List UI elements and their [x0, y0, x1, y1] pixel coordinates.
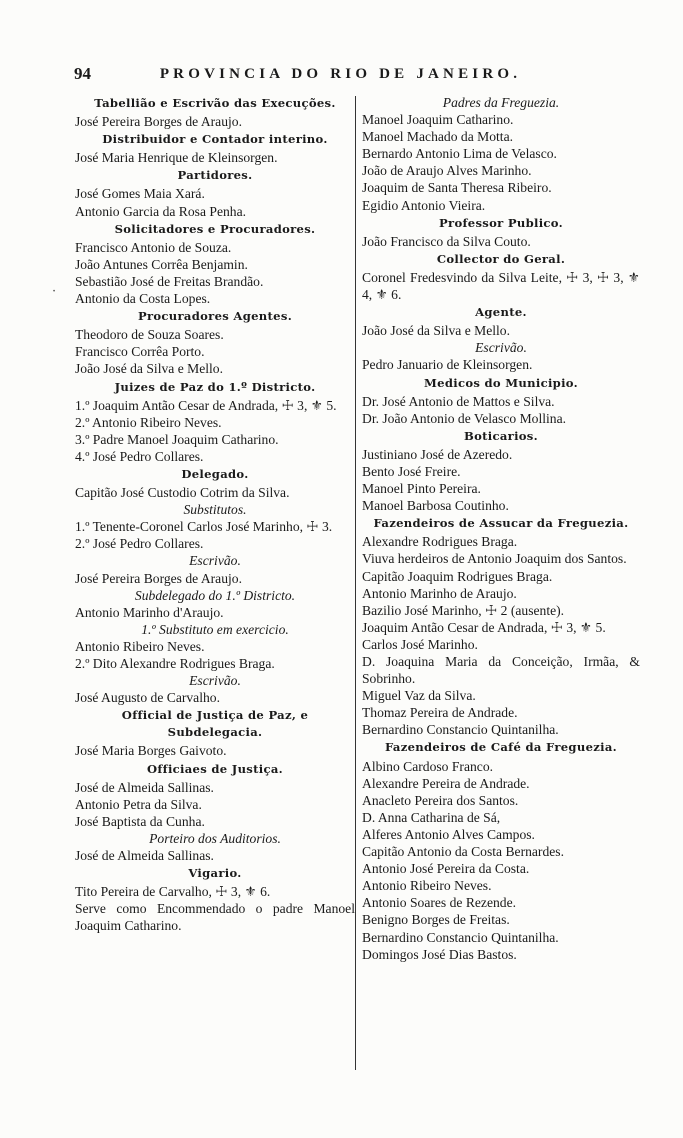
list-item: José Pereira Borges de Araujo. [75, 570, 242, 586]
list-item: José Maria Henrique de Kleinsorgen. [75, 150, 278, 166]
section-heading: Fazendeiros de Assucar da Freguezia. [373, 516, 629, 531]
list-item: Capitão José Custodio Cotrim da Silva. [75, 485, 290, 501]
subsection-heading: Substitutos. [183, 502, 247, 518]
subsection-heading: Porteiro dos Auditorios. [149, 830, 281, 846]
section-heading: Professor Publico. [439, 215, 563, 230]
list-item: Justiniano José de Azeredo. [362, 446, 513, 462]
list-item: 4.º José Pedro Collares. [75, 448, 204, 464]
list-item: Tito Pereira de Carvalho, ☩ 3, ⚜ 6. [75, 884, 271, 900]
list-item: Domingos José Dias Bastos. [362, 946, 517, 962]
running-header [74, 62, 574, 86]
list-item: João José da Silva e Mello. [362, 323, 510, 339]
subsection-heading: Escrivão. [189, 553, 241, 569]
column-divider [355, 96, 356, 1070]
section-heading: Partidores. [177, 168, 253, 183]
section-heading: Juizes de Paz do 1.º Districto. [114, 379, 316, 394]
section-heading: Official de Justiça de Paz, e Subdelegacia. [121, 708, 309, 740]
section-heading: Boticarios. [464, 428, 538, 443]
section-heading: Vigario. [188, 866, 242, 881]
subsection-heading: Escrivão. [475, 340, 527, 356]
list-item: Serve como Encommendado o padre Manoel Joaquim Catharino. [75, 901, 355, 934]
list-item: Antonio da Costa Lopes. [75, 291, 211, 307]
list-item: Joaquim de Santa Theresa Ribeiro. [362, 180, 552, 196]
list-item: João Antunes Corrêa Benjamin. [75, 256, 248, 272]
section-heading: Fazendeiros de Café da Freguezia. [385, 740, 617, 755]
list-item: Anacleto Pereira dos Santos. [362, 792, 519, 808]
list-item: 2.º José Pedro Collares. [75, 536, 204, 552]
list-item: Miguel Vaz da Silva. [362, 688, 476, 704]
list-item: 2.º Antonio Ribeiro Neves. [75, 414, 222, 430]
section-heading: Solicitadores e Procuradores. [114, 221, 316, 236]
right-column [362, 94, 640, 963]
left-column [75, 94, 355, 935]
list-item: José de Almeida Sallinas. [75, 848, 214, 864]
list-item: Bernardino Constancio Quintanilha. [362, 722, 559, 738]
print-speck: · [52, 284, 57, 299]
page-title: PROVINCIA DO RIO DE JANEIRO. [159, 65, 522, 82]
list-item: Albino Cardoso Franco. [362, 758, 494, 774]
section-heading: Procuradores Agentes. [137, 309, 293, 324]
list-item: D. Anna Catharina de Sá, [362, 809, 501, 825]
list-item: Antonio Soares de Rezende. [362, 895, 517, 911]
page-number: 94 [74, 64, 91, 83]
section-heading: Officiaes de Justiça. [146, 761, 284, 776]
list-item: 3.º Padre Manoel Joaquim Catharino. [75, 431, 279, 447]
list-item: Alexandre Rodrigues Braga. [362, 534, 518, 550]
list-item: Egidio Antonio Vieira. [362, 197, 486, 213]
subsection-heading: 1.º Substituto em exercicio. [141, 621, 289, 637]
list-item: Alferes Antonio Alves Campos. [362, 826, 535, 842]
subsection-heading: Padres da Freguezia. [442, 95, 560, 110]
list-item: Antonio Garcia da Rosa Penha. [75, 203, 247, 219]
list-item: Antonio Ribeiro Neves. [75, 638, 205, 654]
list-item: Bernardo Antonio Lima de Velasco. [362, 146, 557, 162]
list-item: 1.º Tenente-Coronel Carlos José Marinho, ☩ 3. [75, 519, 333, 535]
list-item: Bazilio José Marinho, ☩ 2 (ausente). [362, 602, 565, 618]
list-item: Theodoro de Souza Soares. [75, 327, 224, 343]
list-item: Benigno Borges de Freitas. [362, 912, 510, 928]
list-item: Capitão Antonio da Costa Bernardes. [362, 844, 564, 860]
list-item: Antonio Petra da Silva. [75, 796, 202, 812]
list-item: Manoel Machado da Motta. [362, 129, 513, 145]
list-item: Manoel Pinto Pereira. [362, 481, 481, 497]
section-heading: Medicos do Municipio. [424, 375, 578, 390]
list-item: Dr. João Antonio de Velasco Mollina. [362, 410, 567, 426]
list-item: Francisco Antonio de Souza. [75, 239, 232, 255]
list-item: José Maria Borges Gaivoto. [75, 743, 227, 759]
list-item: Bento José Freire. [362, 463, 461, 479]
section-heading: Distribuidor e Contador interino. [102, 132, 328, 147]
section-heading: Agente. [475, 305, 527, 320]
list-item: Carlos José Marinho. [362, 636, 478, 652]
list-item: D. Joaquina Maria da Conceição, Irmãa, & Sobrinho. [362, 654, 640, 687]
list-item: Manoel Barbosa Coutinho. [362, 498, 509, 514]
list-item: José Augusto de Carvalho. [75, 690, 220, 706]
list-item: Pedro Januario de Kleinsorgen. [362, 357, 533, 373]
list-item: Viuva herdeiros de Antonio Joaquim dos Santos. [362, 551, 627, 567]
list-item: Capitão Joaquim Rodrigues Braga. [362, 568, 553, 584]
list-item: João Francisco da Silva Couto. [362, 233, 531, 249]
list-item: Antonio José Pereira da Costa. [362, 861, 530, 877]
section-heading: Tabellião e Escrivão das Execuções. [94, 96, 336, 110]
list-item: Manoel Joaquim Catharino. [362, 112, 514, 128]
list-item: José Pereira Borges de Araujo. [75, 114, 242, 130]
list-item: Thomaz Pereira de Andrade. [362, 705, 518, 721]
list-item: José de Almeida Sallinas. [75, 779, 214, 795]
list-item: Alexandre Pereira de Andrade. [362, 775, 530, 791]
subsection-heading: Escrivão. [189, 673, 241, 689]
list-item: Dr. José Antonio de Mattos e Silva. [362, 393, 555, 409]
list-item: João José da Silva e Mello. [75, 361, 223, 377]
list-item: José Gomes Maia Xará. [75, 186, 205, 202]
list-item: Bernardino Constancio Quintanilha. [362, 929, 559, 945]
list-item: Antonio Marinho d'Araujo. [75, 604, 224, 620]
section-heading: Delegado. [181, 466, 249, 481]
list-item: 2.º Dito Alexandre Rodrigues Braga. [75, 656, 275, 671]
subsection-heading: Subdelegado do 1.º Districto. [134, 587, 296, 603]
list-item: Sebastião José de Freitas Brandão. [75, 273, 264, 289]
list-item: Joaquim Antão Cesar de Andrada, ☩ 3, ⚜ 5. [362, 619, 606, 635]
section-heading: Collector do Geral. [436, 251, 566, 266]
list-item: Antonio Ribeiro Neves. [362, 878, 492, 894]
list-item: José Baptista da Cunha. [75, 813, 205, 829]
list-item: Antonio Marinho de Araujo. [362, 585, 517, 601]
list-item: Francisco Corrêa Porto. [75, 344, 205, 360]
list-item: 1.º Joaquim Antão Cesar de Andrada, ☩ 3, ⚜ 5. [75, 397, 337, 413]
list-item: João de Araujo Alves Marinho. [362, 163, 532, 179]
list-item: Coronel Fredesvindo da Silva Leite, ☩ 3, ☩ 3, ⚜ 4, ⚜ 6. [362, 269, 640, 303]
